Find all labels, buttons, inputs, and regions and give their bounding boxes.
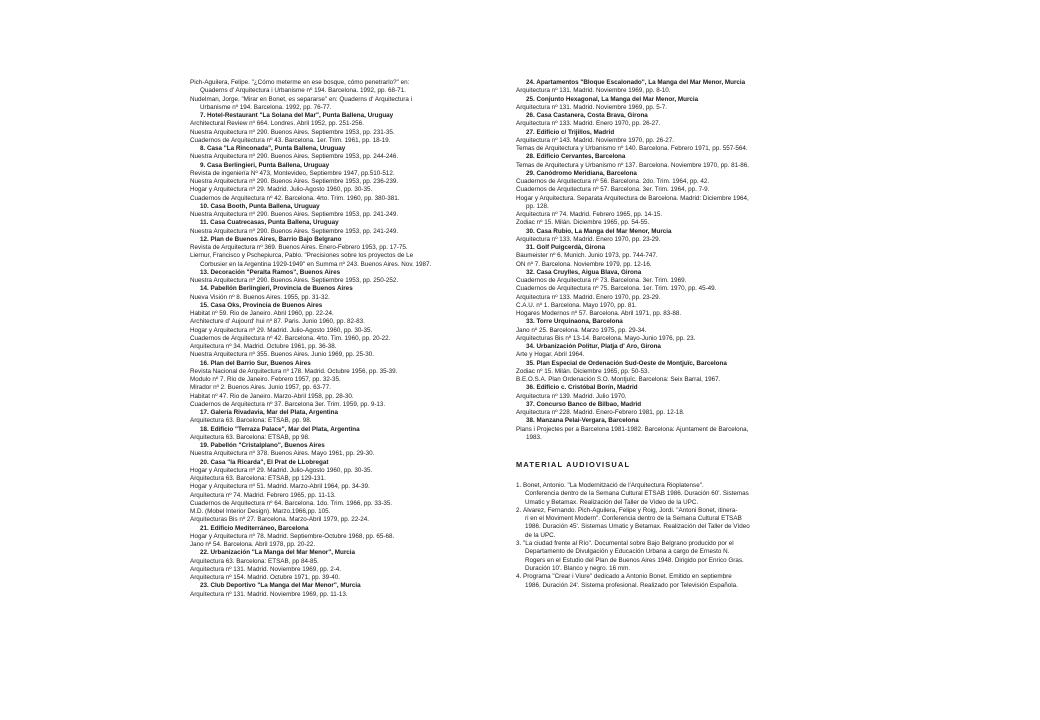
audiovisual-entry: Umatic y Betamax. Realización del Taller de Vídeo de la UPC. <box>525 498 699 506</box>
reference-entry: Arquitectura nº 34. Madrid. Octubre 1961, pp. 36-38. <box>190 343 337 350</box>
reference-entry: Hogar y Arquitectura nº 29. Madrid. Julio-Agosto 1960, pp. 30-35. <box>190 186 373 194</box>
reference-entry: Arte y Hogar. Abril 1964. <box>516 351 585 359</box>
audiovisual-entry: Duración 10'. Blanco y negro. 16 mm. <box>525 564 631 572</box>
reference-entry: Liernur, Francisco y Pschepiurca, Pablo. "Precisiones sobre los proyectos de Le <box>190 252 414 260</box>
reference-entry: Arquitectura nº 143. Madrid. Noviembre 1970, pp. 26-27. <box>516 136 675 144</box>
reference-entry: Nuestra Arquitectura nº 290. Buenos Aires. Septiembre 1953, pp. 236-239. <box>190 178 399 185</box>
reference-entry: Hogar y Arquitectura nº 29. Madrid. Julio-Agosto 1960, pp. 30-35. <box>190 466 373 474</box>
reference-entry: Plans i Projectes per a Barcelona 1981-1982. Barcelona: Ajuntament de Barcelona, <box>516 425 749 433</box>
reference-entry: Arquitectura nº 131. Madrid. Noviembre 1969, pp. 8-10. <box>516 87 671 95</box>
section-gap <box>516 442 820 460</box>
audiovisual-entry: 4. Programa "Crear i Viure" dedicado a Antonio Bonet. Emitido en septiembre <box>516 573 732 581</box>
reference-entry: B.E.O.S.A. Plan Ordenación S.O. Montjuïc. Barcelona: Seix Barral, 1967. <box>516 376 721 383</box>
reference-entry: Mirador nº 2. Buenos Aires. Junio 1957, pp. 63-77. <box>190 384 331 392</box>
reference-heading: 25. Conjunto Hexagonal, La Manga del Mar Menor, Murcia <box>526 95 699 103</box>
audiovisual-list <box>516 482 820 590</box>
reference-heading: 28. Edificio Cervantes, Barcelona <box>526 153 626 161</box>
reference-heading: 32. Casa Cruylles, Aigua Blava, Girona <box>526 268 642 276</box>
reference-heading: 8. Casa "La Rinconada", Punta Ballena, Uruguay <box>200 145 346 152</box>
reference-entry: pp. 128. <box>526 202 549 210</box>
reference-entry: Cuadernos de Arquitectura nº 73. Barcelona. 3er. Trim. 1969. <box>516 277 687 284</box>
reference-entry: Arquitectura nº 131. Madrid. Noviembre 1969, pp. 11-13. <box>190 590 348 598</box>
audiovisual-entry: 1986. Duración 45'. Sistemas Umatic y Betamax. Realización del Taller de Vídeo <box>525 523 750 531</box>
reference-entry: Arquitectura nº 139. Madrid. Julio 1970. <box>516 392 627 400</box>
reference-entry: Cuadernos de Arquitectura nº 75. Barcelona. 1er. Trim. 1970, pp. 45-49. <box>516 285 717 293</box>
reference-entry: Nuestra Arquitectura nº 378. Buenos Aires. Mayo 1961, pp. 29-30. <box>190 450 375 458</box>
reference-heading: 33. Torre Urquinaona, Barcelona <box>526 318 623 326</box>
reference-entry: Jano nº 54. Barcelona. Abril 1978, pp. 20-22. <box>190 541 316 548</box>
reference-heading: 18. Edificio "Terraza Palace", Mar del Plata, Argentina <box>200 425 360 433</box>
reference-entry: Arquitectura nº 133. Madrid. Enero 1970, pp. 26-27. <box>516 120 661 128</box>
reference-entry: Arquitectura nº 228. Madrid. Enero-Febrero 1981, pp. 12-18. <box>516 409 685 416</box>
reference-entry: Arquitectura nº 131. Madrid. Noviembre 1969, pp. 5-7. <box>516 103 668 111</box>
reference-entry: Arquitectura 63. Barcelona: ETSAB, pp 84-85. <box>190 557 319 565</box>
reference-heading: 13. Decoración "Peralta Ramos", Buenos Aires <box>200 268 341 276</box>
reference-entry: Nuestra Arquitectura nº 290. Buenos Aires. Septiembre 1953, pp. 231-35. <box>190 128 395 136</box>
reference-heading: 36. Edificio c. Cristóbal Borín, Madrid <box>526 384 638 392</box>
reference-entry: Baumeister nº 6. Munich. Junio 1973, pp. 744-747. <box>516 252 658 260</box>
reference-entry: M.D. (Mobel Interior Design). Marzo.1966,pp. 105. <box>190 508 331 515</box>
reference-heading: 38. Manzana Pelai-Vergara, Barcelona <box>526 417 639 425</box>
reference-heading: 11. Casa Cuatrecasas, Punta Ballena, Uruguay <box>200 219 339 227</box>
reference-entry: Hogar y Arquitectura nº 51. Madrid. Marzo-Abril 1964, pp. 34-39. <box>190 483 370 491</box>
reference-entry: Cuadernos de Arquitectura nº 64. Barcelona. 1do. Trim. 1966, pp. 33-35. <box>190 499 393 507</box>
reference-heading: 27. Edificio c/ Trijillos, Madrid <box>526 128 615 136</box>
reference-entry: Nuestra Arquitectura nº 355. Buenos Aires. Junio 1969, pp. 25-30. <box>190 351 374 359</box>
reference-entry: Nuestra Arquitectura nº 290. Buenos Aires. Septiembre 1953, pp. 241-249. <box>190 227 399 235</box>
reference-entry: Revista de ingeniería Nº 473, Montevideo, Septiembre 1947, pp.510-512. <box>190 169 395 177</box>
reference-heading: 29. Canódromo Meridiana, Barcelona <box>526 169 637 177</box>
reference-heading: 21. Edificio Mediterráneo, Barcelona <box>200 524 309 532</box>
audiovisual-entry: 3. "La ciudad frente al Río". Documental sobre Bajo Belgrano producido por el <box>516 540 734 548</box>
reference-heading: 24. Apartamentos "Bloque Escalonado", La Manga del Mar Menor, Murcia <box>526 79 746 86</box>
reference-entry: Arquitectura nº 131. Madrid. Noviembre 1969, pp. 2-4. <box>190 565 342 573</box>
reference-entry: Hogares Modernos nº 57. Barcelona. Abril 1971, pp. 83-88. <box>516 310 682 317</box>
audiovisual-entry: de la UPC. <box>525 531 556 539</box>
reference-entry: Hogar y Arquitectura nº 29. Madrid. Julio-Agosto 1960, pp. 30-35. <box>190 326 373 334</box>
reference-entry: Revista de Arquitectura nº 369. Buenos Aires. Enero-Febrero 1953, pp. 17-75. <box>190 244 408 251</box>
reference-entry: Arquitectura nº 133. Madrid. Enero 1970, pp. 23-29. <box>516 235 661 243</box>
audiovisual-entry: 1. Bonet, Antonio. "La Modernització de l'Arquitectura Rioplatense". <box>516 482 704 489</box>
audiovisual-entry: Departamento de Divulgación y Educación Urbana a cargo de Ernesto N. <box>525 548 730 556</box>
reference-entry: Hogar y Arquitectura nº 78. Madrid. Septiembre-Octubre 1968, pp. 65-68. <box>190 532 395 540</box>
reference-entry: Jano nº 25. Barcelona. Marzo 1975, pp. 29-34. <box>516 326 647 334</box>
reference-entry: Arquitectura 63. Barcelona: ETSAB, pp 129-131. <box>190 475 326 482</box>
reference-heading: 23. Club Deportivo "La Manga del Mar Menor", Murcia <box>200 582 361 590</box>
reference-entry: Zodiac nº 15. Milán. Diciembre 1965, pp. 54-55. <box>516 219 650 227</box>
reference-entry: Nudelman, Jorge. "Mirar en Bonet, es separarse" en: Quaderns d' Arquitectura i <box>190 95 412 103</box>
reference-entry: Cuadernos de Arquitectura nº 42. Barcelona. 4rto. Tim. 1960, pp. 20-22. <box>190 334 391 342</box>
reference-entry: Temas de Arquitectura y Urbanismo nº 137. Barcelona. Noviembre 1970, pp. 81-86. <box>516 161 749 169</box>
reference-heading: 31. Golf Puigcerdà, Girona <box>526 244 606 251</box>
audiovisual-section <box>516 460 820 590</box>
reference-heading: 19. Pabellón "Cristalplano", Buenos Aires <box>200 442 325 449</box>
reference-heading: 15. Casa Oks, Provincia de Buenos Aires <box>200 301 323 309</box>
reference-heading: 9. Casa Berlingieri, Punta Ballena, Uruguay <box>200 161 330 169</box>
reference-heading: 20. Casa "la Ricarda", El Prat de LLobregat <box>200 458 329 466</box>
reference-entry: Cuadernos de Arquitectura nº 57. Barcelona. 3er. Trim. 1964, pp. 7-9. <box>516 186 710 194</box>
reference-entry: Nuestra Arquitectura nº 290. Buenos Aires. Septiembre 1953, pp. 244-246. <box>190 153 399 161</box>
audiovisual-entry: 2. Álvarez, Fernando. Pich-Aguilera, Felipe y Roig, Jordi. "Antoni Bonet, itinera- <box>516 506 738 514</box>
reference-entry: Urbanisme nº 194. Barcelona. 1992, pp. 76-77. <box>200 103 332 111</box>
reference-entry: Corbusier en la Argentina 1929-1949" en Summa nº 243. Buenos Aires. Nov. 1987. <box>200 260 432 268</box>
reference-entry: Arquitecturas Bis nº 13-14. Barcelona. Mayo-Junio 1976, pp. 23. <box>516 334 696 342</box>
reference-heading: 16. Plan del Barrio Sur, Buenos Aires <box>200 359 311 367</box>
audiovisual-entry: ri en el Moviment Modern". Conferencia dentro de la Semana Cultural ETSAB <box>525 515 742 523</box>
reference-heading: 35. Plan Especial de Ordenación Sud-Oeste de Montjuïc, Barcelona <box>526 359 727 367</box>
reference-heading: 12. Plan de Buenos Aires, Barrio Bajo Belgrano <box>200 235 342 243</box>
reference-entry: Nuestra Arquitectura nº 290. Buenos Aires. Septiembre 1953, pp. 250-252. <box>190 277 399 284</box>
reference-entry: Quaderns d' Arquitectura i Urbanisme nº 194. Barcelona. 1992, pp. 68-71. <box>200 87 406 95</box>
reference-entry: C.A.U. nº 1. Barcelona. Mayo 1970, pp. 81. <box>516 301 637 309</box>
right-column <box>516 79 820 590</box>
reference-entry: Temas de Arquitectura y Urbanismo nº 140. Barcelona. Febrero 1971, pp. 557-564. <box>516 145 748 152</box>
reference-entry: 1983. <box>526 433 542 441</box>
reference-heading: 30. Casa Rubio, La Manga del Mar Menor, Murcia <box>526 227 672 235</box>
reference-entry: Arquitecturas Bis nº 27. Barcelona. Marzo-Abril 1979, pp. 22-24. <box>190 516 370 524</box>
reference-entry: Revista Nacional de Arquitectura nº 178. Madrid. Octubre 1956, pp. 35-39. <box>190 367 398 375</box>
reference-entry: Hogar y Arquitectura. Separata Arquitectura de Barcelona. Madrid: Diciembre 1964, <box>516 194 749 202</box>
reference-entry: Arquitectura 63. Barcelona: ETSAB, pp. 98. <box>190 417 312 425</box>
reference-heading: 22. Urbanización "La Manga del Mar Menor", Murcia <box>200 549 356 557</box>
audiovisual-entry: 1986. Duración 24'. Sistema profesional. Realizado por Televisión Española. <box>525 581 738 589</box>
reference-entry: Modulo nº 7. Rio de Janeiro. Febrero 1957, pp. 32-35. <box>190 376 341 383</box>
reference-entry: Arquitectura nº 74. Madrid. Febrero 1965, pp. 11-13. <box>190 491 336 499</box>
reference-heading: 34. Urbanización Politur, Platja d' Aro, Girona <box>526 343 661 350</box>
reference-heading: 14. Pabellón Berlingieri, Provincia de Buenos Aires <box>200 285 353 293</box>
reference-heading: 26. Casa Castanera, Costa Brava, Girona <box>526 112 648 119</box>
reference-entry: Nueva Visión nº 8. Buenos Aires. 1955, pp. 31-32. <box>190 293 330 301</box>
reference-entry: Nuestra Arquitectura nº 290. Buenos Aires. Septiembre 1953, pp. 241-249. <box>190 211 399 218</box>
reference-entry: Cuadernos de Arquitectura nº 37. Barcelona 3er. Trim. 1959, pp. 9-13. <box>190 400 386 408</box>
reference-heading: 10. Casa Booth, Punta Ballena, Uruguay <box>200 202 320 210</box>
reference-entry: Arquitectura nº 133. Madrid. Enero 1970, pp. 23-29. <box>516 293 661 301</box>
reference-entry: Zodiac nº 15. Milán. Diciembre 1965, pp. 50-53. <box>516 367 650 375</box>
reference-heading: 17. Galería Rivadavia, Mar del Plata, Argentina <box>200 409 339 416</box>
reference-entry: Habitat nº 59. Rio de Janeiro. Abril 1960, pp. 22-24. <box>190 310 334 317</box>
audiovisual-entry: Conferencia dentro de la Semana Cultural ETSAB 1986. Duración 60'. Sistemas <box>525 490 749 498</box>
reference-entry: Cuadernos de Arquitectura nº 56. Barcelona. 2do. Trim. 1964, pp. 42. <box>516 178 710 185</box>
reference-entry: Architecture d' Aujourd' hui nº 87. Paris. Junio 1960, pp. 82-83. <box>190 318 365 326</box>
reference-entry: Habitat nº 47. Rio de Janeiro. Marzo-Abril 1958, pp. 28-30. <box>190 392 354 400</box>
right-column-references <box>516 79 820 442</box>
left-column <box>190 79 512 599</box>
reference-entry: Arquitectura nº 154. Madrid. Octubre 1971, pp. 39-40. <box>190 574 341 581</box>
audiovisual-title: MATERIAL AUDIOVISUAL <box>516 460 631 469</box>
reference-entry: Pich-Aguilera, Felipe. "¿Cómo meterme en ese bosque, cómo penetrarlo?" en: <box>190 79 410 86</box>
reference-entry: Arquitectura 63. Barcelona: ETSAB, pp 98. <box>190 433 310 441</box>
reference-entry: Architectural Review nº 664. Londres. Abril 1952, pp. 251-256. <box>190 120 364 128</box>
reference-entry: ON nº 7. Barcelona. Noviembre 1979, pp. 12-16. <box>516 260 652 268</box>
reference-entry: Arquitectura nº 74. Madrid. Febrero 1965, pp. 14-15. <box>516 211 663 218</box>
reference-heading: 7. Hotel-Restaurant "La Solana del Mar", Punta Ballena, Uruguay <box>200 112 394 119</box>
reference-entry: Cuadernos de Arquitectura nº 42. Barcelona. 4rto. Trim. 1960, pp. 380-381. <box>190 194 400 202</box>
reference-heading: 37. Concurso Banco de Bilbao, Madrid <box>526 400 642 408</box>
audiovisual-entry: Rogers en el Estudio del Plan de Buenos Aires 1948. Dirigido por Enrico Gras. <box>525 556 744 564</box>
reference-entry: Cuadernos de Arquitectura nº 43. Barcelona. 1er. Trim. 1961, pp. 18-19. <box>190 136 391 144</box>
